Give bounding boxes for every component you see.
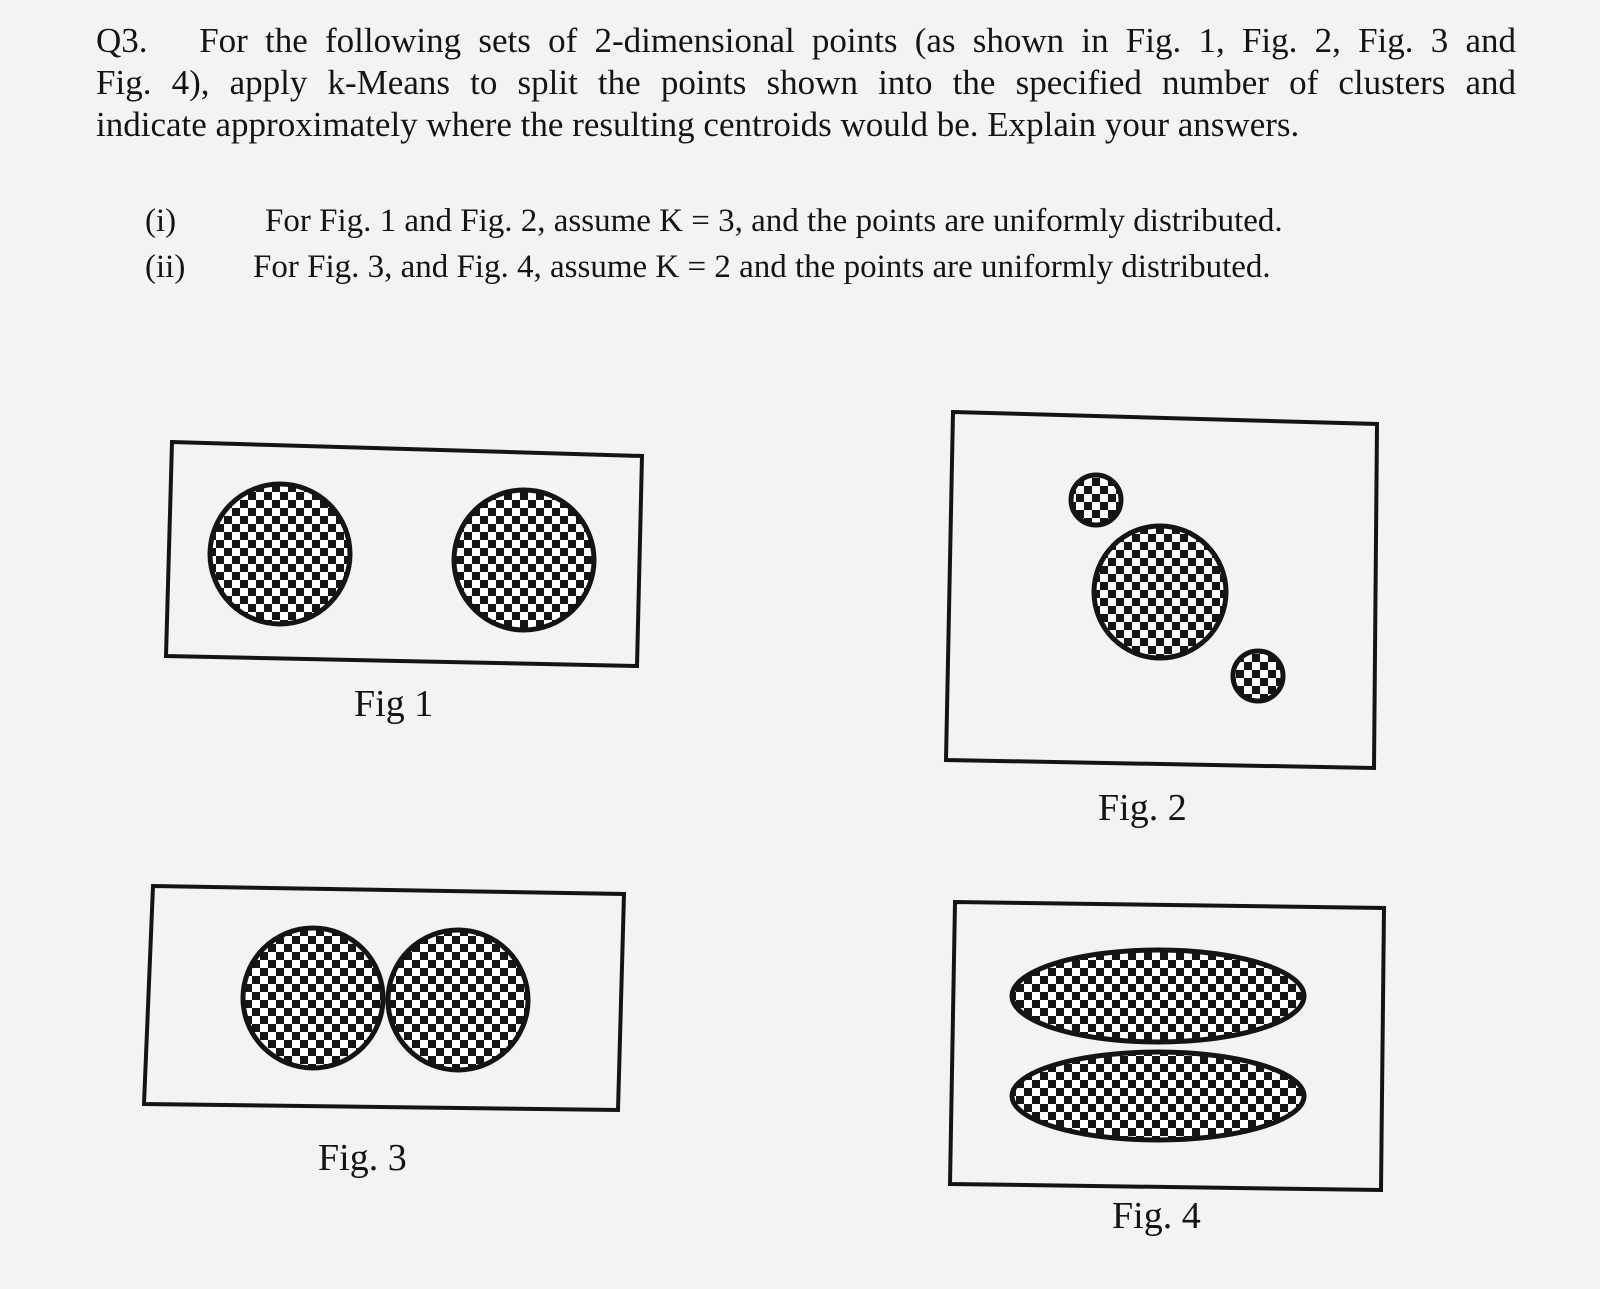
figure-3: [140, 880, 630, 1179]
question-label: Q3.: [96, 21, 148, 60]
figure-2-drawing: [940, 406, 1390, 776]
question-line-3: indicate approximately where the resulting centroids would be. Explain your answers.: [96, 105, 1300, 144]
figure-3-drawing: [140, 880, 630, 1120]
figure-3-caption: Fig. 3: [318, 1137, 407, 1179]
fig1-cluster-left: [210, 484, 350, 624]
part-ii-number: (ii): [145, 249, 186, 285]
figure-4-caption: Fig. 4: [1112, 1195, 1201, 1237]
fig4-cluster-bottom: [1012, 1052, 1304, 1140]
part-i-number: (i): [145, 203, 177, 239]
question-line-2: Fig. 4), apply k-Means to split the points shown into the specified number of clusters and: [96, 63, 1516, 102]
question-parts: [145, 198, 1283, 290]
fig2-cluster-small-bottom: [1233, 651, 1283, 701]
figure-1: [160, 436, 650, 725]
figure-4-frame: [950, 902, 1384, 1190]
fig3-cluster-left: [243, 928, 383, 1068]
figure-2-caption: Fig. 2: [1098, 787, 1187, 829]
figure-4-drawing: [944, 896, 1394, 1196]
figure-2: [940, 406, 1390, 829]
figure-1-caption: Fig 1: [354, 683, 434, 725]
question-text: [96, 20, 1516, 146]
fig3-cluster-right: [388, 930, 528, 1070]
figure-1-drawing: [160, 436, 650, 676]
fig1-cluster-right: [454, 490, 594, 630]
part-ii: [145, 244, 1283, 290]
part-i: [145, 198, 1283, 244]
part-i-text: For Fig. 1 and Fig. 2, assume K = 3, and the points are uniformly distributed.: [265, 203, 1283, 239]
part-ii-text: For Fig. 3, and Fig. 4, assume K = 2 and the points are uniformly distributed.: [253, 249, 1271, 285]
fig2-cluster-small-top: [1071, 475, 1121, 525]
question-line-1: Q3. For the following sets of 2-dimensional points (as shown in Fig. 1, Fig. 2, Fig. 3 and: [96, 21, 1517, 60]
figure-4: [944, 896, 1394, 1237]
fig2-cluster-large: [1094, 526, 1226, 658]
fig4-cluster-top: [1012, 950, 1304, 1042]
